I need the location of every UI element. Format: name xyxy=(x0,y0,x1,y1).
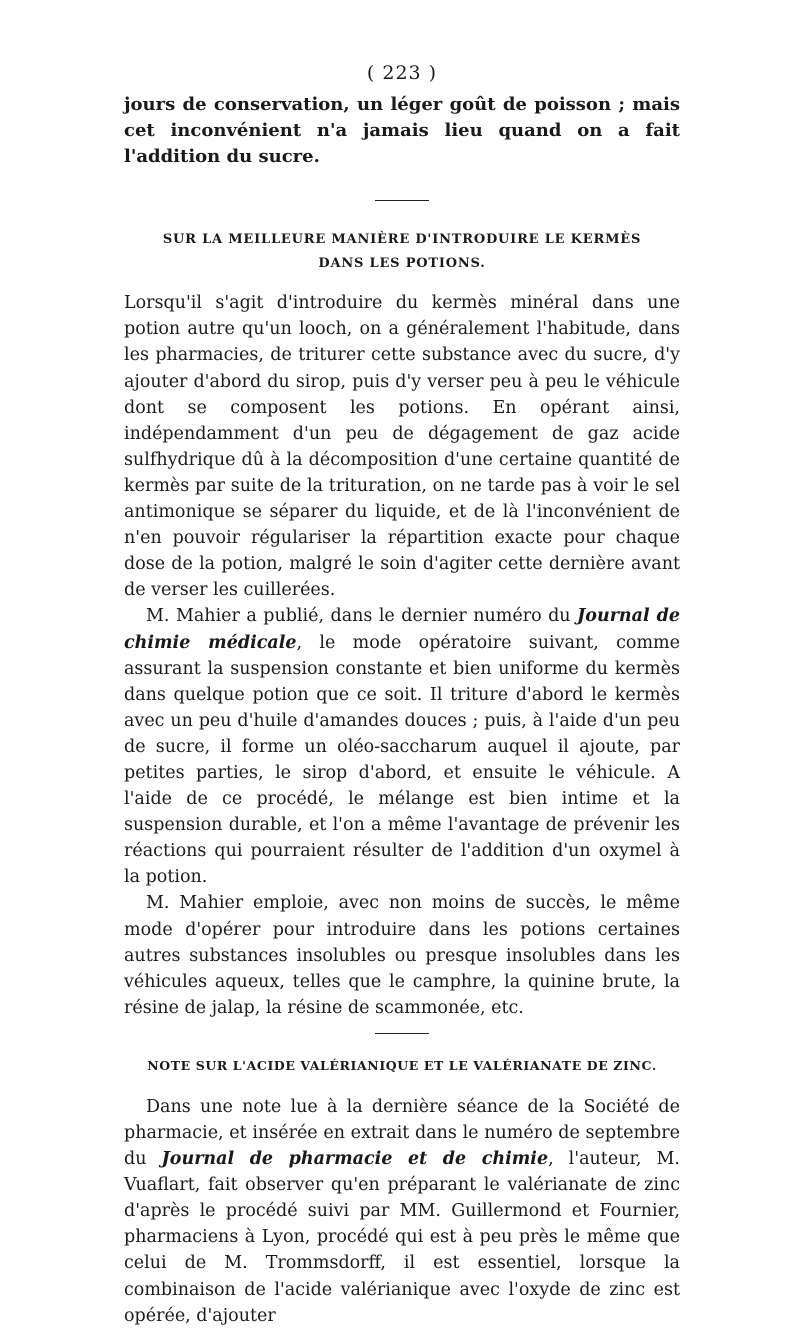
kermes-paragraph-2 xyxy=(124,603,680,890)
section-divider xyxy=(375,1033,429,1034)
section-title-valerianic: NOTE SUR L'ACIDE VALÉRIANIQUE ET LE VALÉRIANATE DE ZINC. xyxy=(147,1057,657,1073)
kermes-paragraph-1: Lorsqu'il s'agit d'introduire du kermès minéral dans une potion autre qu'un looch, on a généralement l'habitude, dans les pharmacies, de triturer cette substance avec du sucre, d'y ajouter d'abord du sirop, puis d'y verser peu à peu le véhicule dont se composent les potions. En opérant ainsi, indépendamment d'un peu de dégagement de gaz acide sulfhydrique dû à la décomposition d'une certaine quantité de kermès par suite de la trituration, on ne tarde pas à voir le sel antimonique se séparer du liquide, et de là l'inconvénient de n'en pouvoir régulariser la répartition exacte pour chaque dose de la potion, malgré le soin d'agiter cette dernière avant de verser les cuillerées. xyxy=(124,293,680,601)
kermes-paragraph-2-start: M. Mahier a publié, dans le dernier numéro du xyxy=(146,606,578,627)
page-number: ( 223 ) xyxy=(366,62,438,84)
section-title-kermes-line1: SUR LA MEILLEURE MANIÈRE D'INTRODUIRE LE KERMÈS xyxy=(162,232,642,248)
valerianic-paragraph-1-end: , l'auteur, M. Vuaflart, fait observer qu'en préparant le valérianate de zinc d'après le procédé suivi par MM. Guillermond et Fournier, pharmaciens à Lyon, procédé qui est à peu près le même que celui de M. Trommsdorff, il est essentiel, lorsque la combinaison de l'acide valérianique avec l'oxyde de zinc est opérée, d'ajouter xyxy=(124,1149,680,1326)
valerianic-paragraph-1 xyxy=(124,1094,680,1329)
section-title-kermes-line2: DANS LES POTIONS. xyxy=(318,256,486,272)
section-divider xyxy=(375,200,429,201)
valerianic-paragraph-1-start: Dans une note lue à la dernière séance de la Société de pharmacie, et insérée en extrait dans le numéro de septembre du xyxy=(124,1096,680,1170)
book-page xyxy=(124,60,680,1329)
journal-title: Journal de pharmacie et de chimie xyxy=(161,1149,549,1170)
kermes-paragraph-3: M. Mahier emploie, avec non moins de succès, le même mode d'opérer pour introduire dans les potions certaines autres substances insolubles ou presque insolubles dans les véhicules aqueux, telles que le camphre, la quinine brute, la résine de jalap, la résine de scammonée, etc. xyxy=(124,893,680,1018)
continuation-paragraph: jours de conservation, un léger goût de poisson ; mais cet inconvénient n'a jamais lieu quand on a fait l'addition du sucre. xyxy=(124,94,680,168)
journal-title: Journal de chimie médicale xyxy=(124,606,680,653)
kermes-paragraph-2-end: , le mode opératoire suivant, comme assurant la suspension constante et bien uniforme du kermès dans quelque potion que ce soit. Il triture d'abord le kermès avec un peu d'huile d'amandes douces ; puis, à l'aide d'un peu de sucre, il forme un oléo-saccharum auquel il ajoute, par petites parties, le sirop d'abord, et ensuite le véhicule. A l'aide de ce procédé, le mélange est bien intime et la suspension durable, et l'on a même l'avantage de prévenir les réactions qui pourraient résulter de l'addition d'un oxymel à la potion. xyxy=(124,632,681,888)
